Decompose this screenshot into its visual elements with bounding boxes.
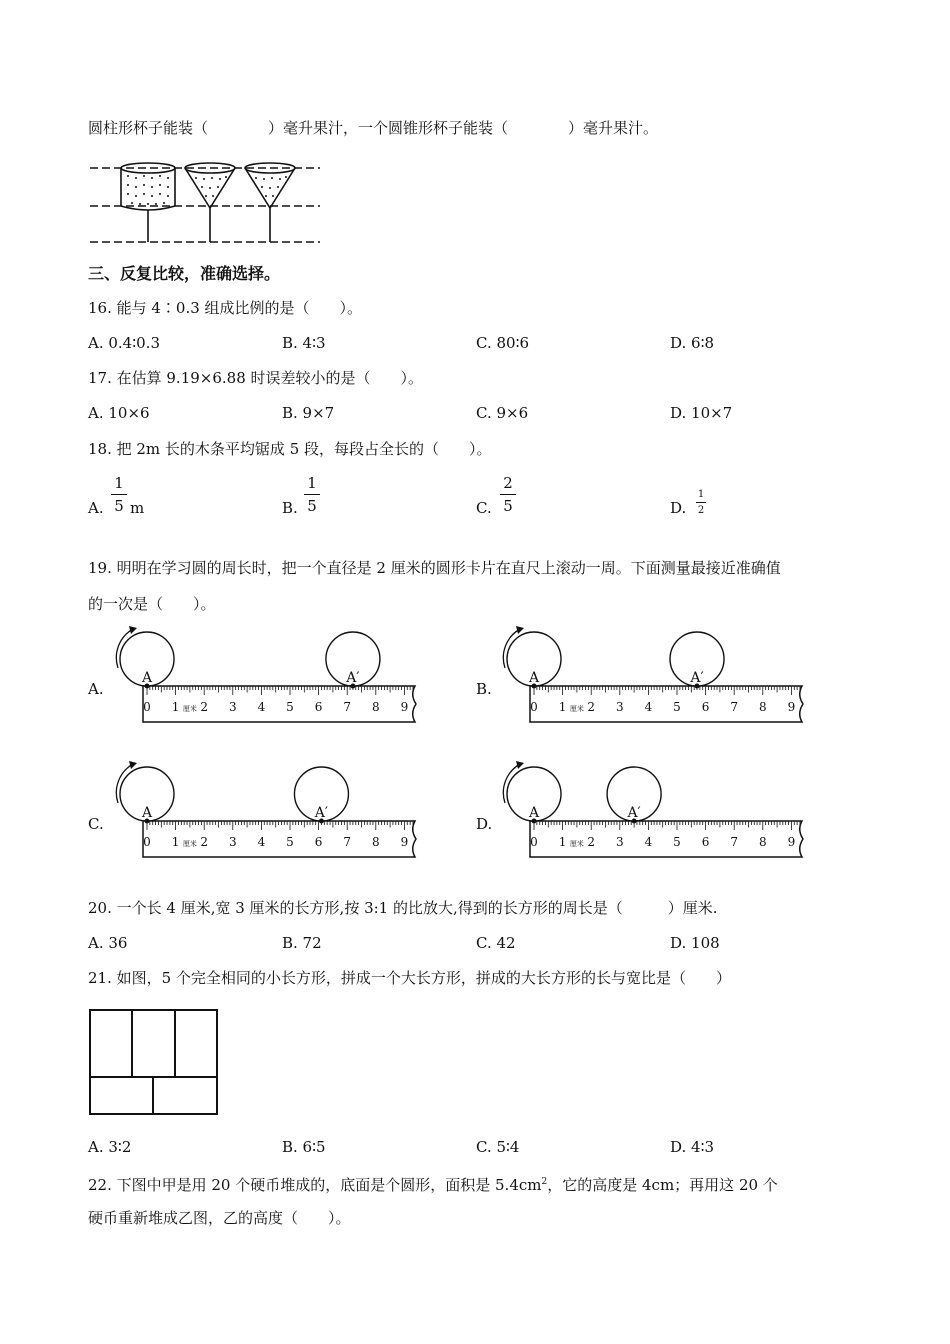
start-point-label: A — [528, 805, 540, 821]
rotation-arrow-head — [516, 761, 524, 769]
ruler-tick-label: 9 — [400, 700, 409, 714]
q18-option-b[interactable]: B. — [282, 499, 298, 517]
ruler-tick-label: 4 — [644, 835, 653, 849]
q21-option-a[interactable]: A. 3∶2 — [88, 1138, 132, 1156]
q17-option-b[interactable]: B. 9×7 — [282, 404, 335, 422]
q18-fraction-b: 1 5 — [304, 474, 320, 515]
q17-option-c[interactable]: C. 9×6 — [476, 404, 529, 422]
ruler-tick-label: 4 — [257, 835, 266, 849]
end-point-label: A′ — [627, 805, 641, 821]
q18-option-a[interactable]: A. — [88, 499, 104, 517]
q18-option-c[interactable]: C. — [476, 499, 492, 517]
ruler-unit-label: 厘米 — [182, 840, 197, 848]
ruler-tick-label: 2 — [200, 835, 209, 849]
q19-stem-line2: 的一次是（ ）。 — [88, 595, 216, 613]
ruler-tick-label: 0 — [143, 700, 151, 714]
q16-option-c[interactable]: C. 80∶6 — [476, 334, 530, 352]
ruler-tick-label: 7 — [730, 700, 739, 714]
ruler-tick-label: 8 — [371, 835, 380, 849]
q19-ruler-figure-c — [110, 757, 430, 862]
q20-option-b[interactable]: B. 72 — [282, 934, 322, 952]
q16-option-d[interactable]: D. 6∶8 — [670, 334, 715, 352]
ruler-tick-label: 8 — [758, 835, 767, 849]
ruler-tick-label: 6 — [314, 835, 323, 849]
q16-stem: 16. 能与 4∶0.3 组成比例的是（ ）。 — [88, 299, 363, 317]
ruler-tick-label: 7 — [730, 835, 739, 849]
q19-ruler-figure-d — [497, 757, 817, 862]
ruler-tick-label: 7 — [343, 700, 352, 714]
q15-text: 圆柱形杯子能装（ ）毫升果汁，一个圆锥形杯子能装（ ）毫升果汁。 — [88, 119, 659, 137]
q18-option-d[interactable]: D. — [670, 499, 687, 517]
ruler-tick-label: 9 — [787, 700, 796, 714]
rotation-arrow — [116, 764, 133, 803]
q21-rectangle-figure — [88, 1008, 220, 1118]
q20-option-c[interactable]: C. 42 — [476, 934, 516, 952]
rotation-arrow — [503, 629, 520, 668]
ruler-tick-label: 8 — [371, 700, 380, 714]
rotation-arrow-head — [129, 761, 137, 769]
ruler-tick-label: 1 — [171, 700, 180, 714]
start-point-label: A — [528, 670, 540, 686]
rotation-arrow-head — [129, 626, 137, 634]
ruler-tick-label: 5 — [673, 700, 681, 714]
ruler-tick-label: 6 — [314, 700, 323, 714]
rotation-arrow-head — [516, 626, 524, 634]
q18-unit-a: m — [130, 499, 145, 517]
q19-ruler-figure-b — [497, 622, 817, 727]
ruler-tick-label: 3 — [615, 835, 624, 849]
q18-fraction-d: 1 2 — [697, 489, 705, 516]
cups-figure — [88, 158, 328, 248]
end-point-label: A′ — [314, 805, 329, 821]
q20-stem: 20. 一个长 4 厘米,宽 3 厘米的长方形,按 3:1 的比放大,得到的长方形的周长是（ ）厘米. — [88, 899, 718, 917]
ruler-tick-label: 5 — [286, 835, 294, 849]
ruler-tick-label: 3 — [228, 700, 237, 714]
ruler-tick-label: 1 — [558, 700, 567, 714]
ruler-tick-label: 9 — [400, 835, 409, 849]
ruler-tick-label: 8 — [758, 700, 767, 714]
ruler-unit-label: 厘米 — [569, 705, 584, 713]
ruler-tick-label: 4 — [644, 700, 653, 714]
q16-option-a[interactable]: A. 0.4∶0.3 — [88, 334, 160, 352]
q22-stem-line2: 硬币重新堆成乙图，乙的高度（ ）。 — [88, 1209, 351, 1227]
q19-option-b[interactable]: B. — [476, 680, 492, 698]
q18-fraction-c: 2 5 — [500, 474, 516, 515]
q20-option-a[interactable]: A. 36 — [88, 934, 128, 952]
ruler-unit-label: 厘米 — [569, 840, 584, 848]
ruler-tick-label: 2 — [200, 700, 209, 714]
ruler-tick-label: 5 — [673, 835, 681, 849]
q21-option-d[interactable]: D. 4∶3 — [670, 1138, 715, 1156]
ruler-tick-label: 9 — [787, 835, 796, 849]
q17-stem: 17. 在估算 9.19×6.88 时误差较小的是（ ）。 — [88, 369, 424, 387]
q21-option-c[interactable]: C. 5∶4 — [476, 1138, 520, 1156]
ruler-tick-label: 2 — [587, 700, 596, 714]
q17-option-d[interactable]: D. 10×7 — [670, 404, 733, 422]
ruler-tick-label: 3 — [228, 835, 237, 849]
end-point-label: A′ — [690, 670, 704, 686]
section-title: 三、反复比较，准确选择。 — [88, 264, 281, 283]
end-point-label: A′ — [346, 670, 360, 686]
ruler-tick-label: 1 — [171, 835, 180, 849]
q21-option-b[interactable]: B. 6∶5 — [282, 1138, 326, 1156]
start-point-label: A — [141, 805, 153, 821]
ruler-tick-label: 0 — [143, 835, 151, 849]
ruler-tick-label: 3 — [615, 700, 624, 714]
rotation-arrow — [116, 629, 133, 668]
ruler-tick-label: 0 — [530, 700, 538, 714]
q21-stem: 21. 如图，5 个完全相同的小长方形，拼成一个大长方形，拼成的大长方形的长与宽比是（ ） — [88, 969, 731, 987]
ruler-unit-label: 厘米 — [182, 705, 197, 713]
q19-stem-line1: 19. 明明在学习圆的周长时，把一个直径是 2 厘米的圆形卡片在直尺上滚动一周。下面测量最接近准确值 — [88, 559, 781, 577]
ruler-tick-label: 5 — [286, 700, 294, 714]
q17-option-a[interactable]: A. 10×6 — [88, 404, 150, 422]
ruler-tick-label: 4 — [257, 700, 266, 714]
q18-fraction-a: 1 5 — [111, 474, 127, 515]
q20-option-d[interactable]: D. 108 — [670, 934, 720, 952]
q19-ruler-figure-a — [110, 622, 430, 727]
q18-stem: 18. 把 2m 长的木条平均锯成 5 段，每段占全长的（ ）。 — [88, 440, 492, 458]
rotation-arrow — [503, 764, 520, 803]
ruler-tick-label: 6 — [701, 700, 710, 714]
q19-option-c[interactable]: C. — [88, 815, 104, 833]
ruler-tick-label: 2 — [587, 835, 596, 849]
ruler-tick-label: 6 — [701, 835, 710, 849]
start-point-label: A — [141, 670, 153, 686]
q16-option-b[interactable]: B. 4∶3 — [282, 334, 326, 352]
ruler-tick-label: 1 — [558, 835, 567, 849]
ruler-tick-label: 7 — [343, 835, 352, 849]
ruler-tick-label: 0 — [530, 835, 538, 849]
q19-option-d[interactable]: D. — [476, 815, 493, 833]
q22-stem: 22. 下图中甲是用 20 个硬币堆成的，底面是个圆形，面积是 $5.4cm^2$，它的高度是 4cm；再用这 20 个 — [88, 1176, 778, 1194]
q19-option-a[interactable]: A. — [88, 680, 104, 698]
